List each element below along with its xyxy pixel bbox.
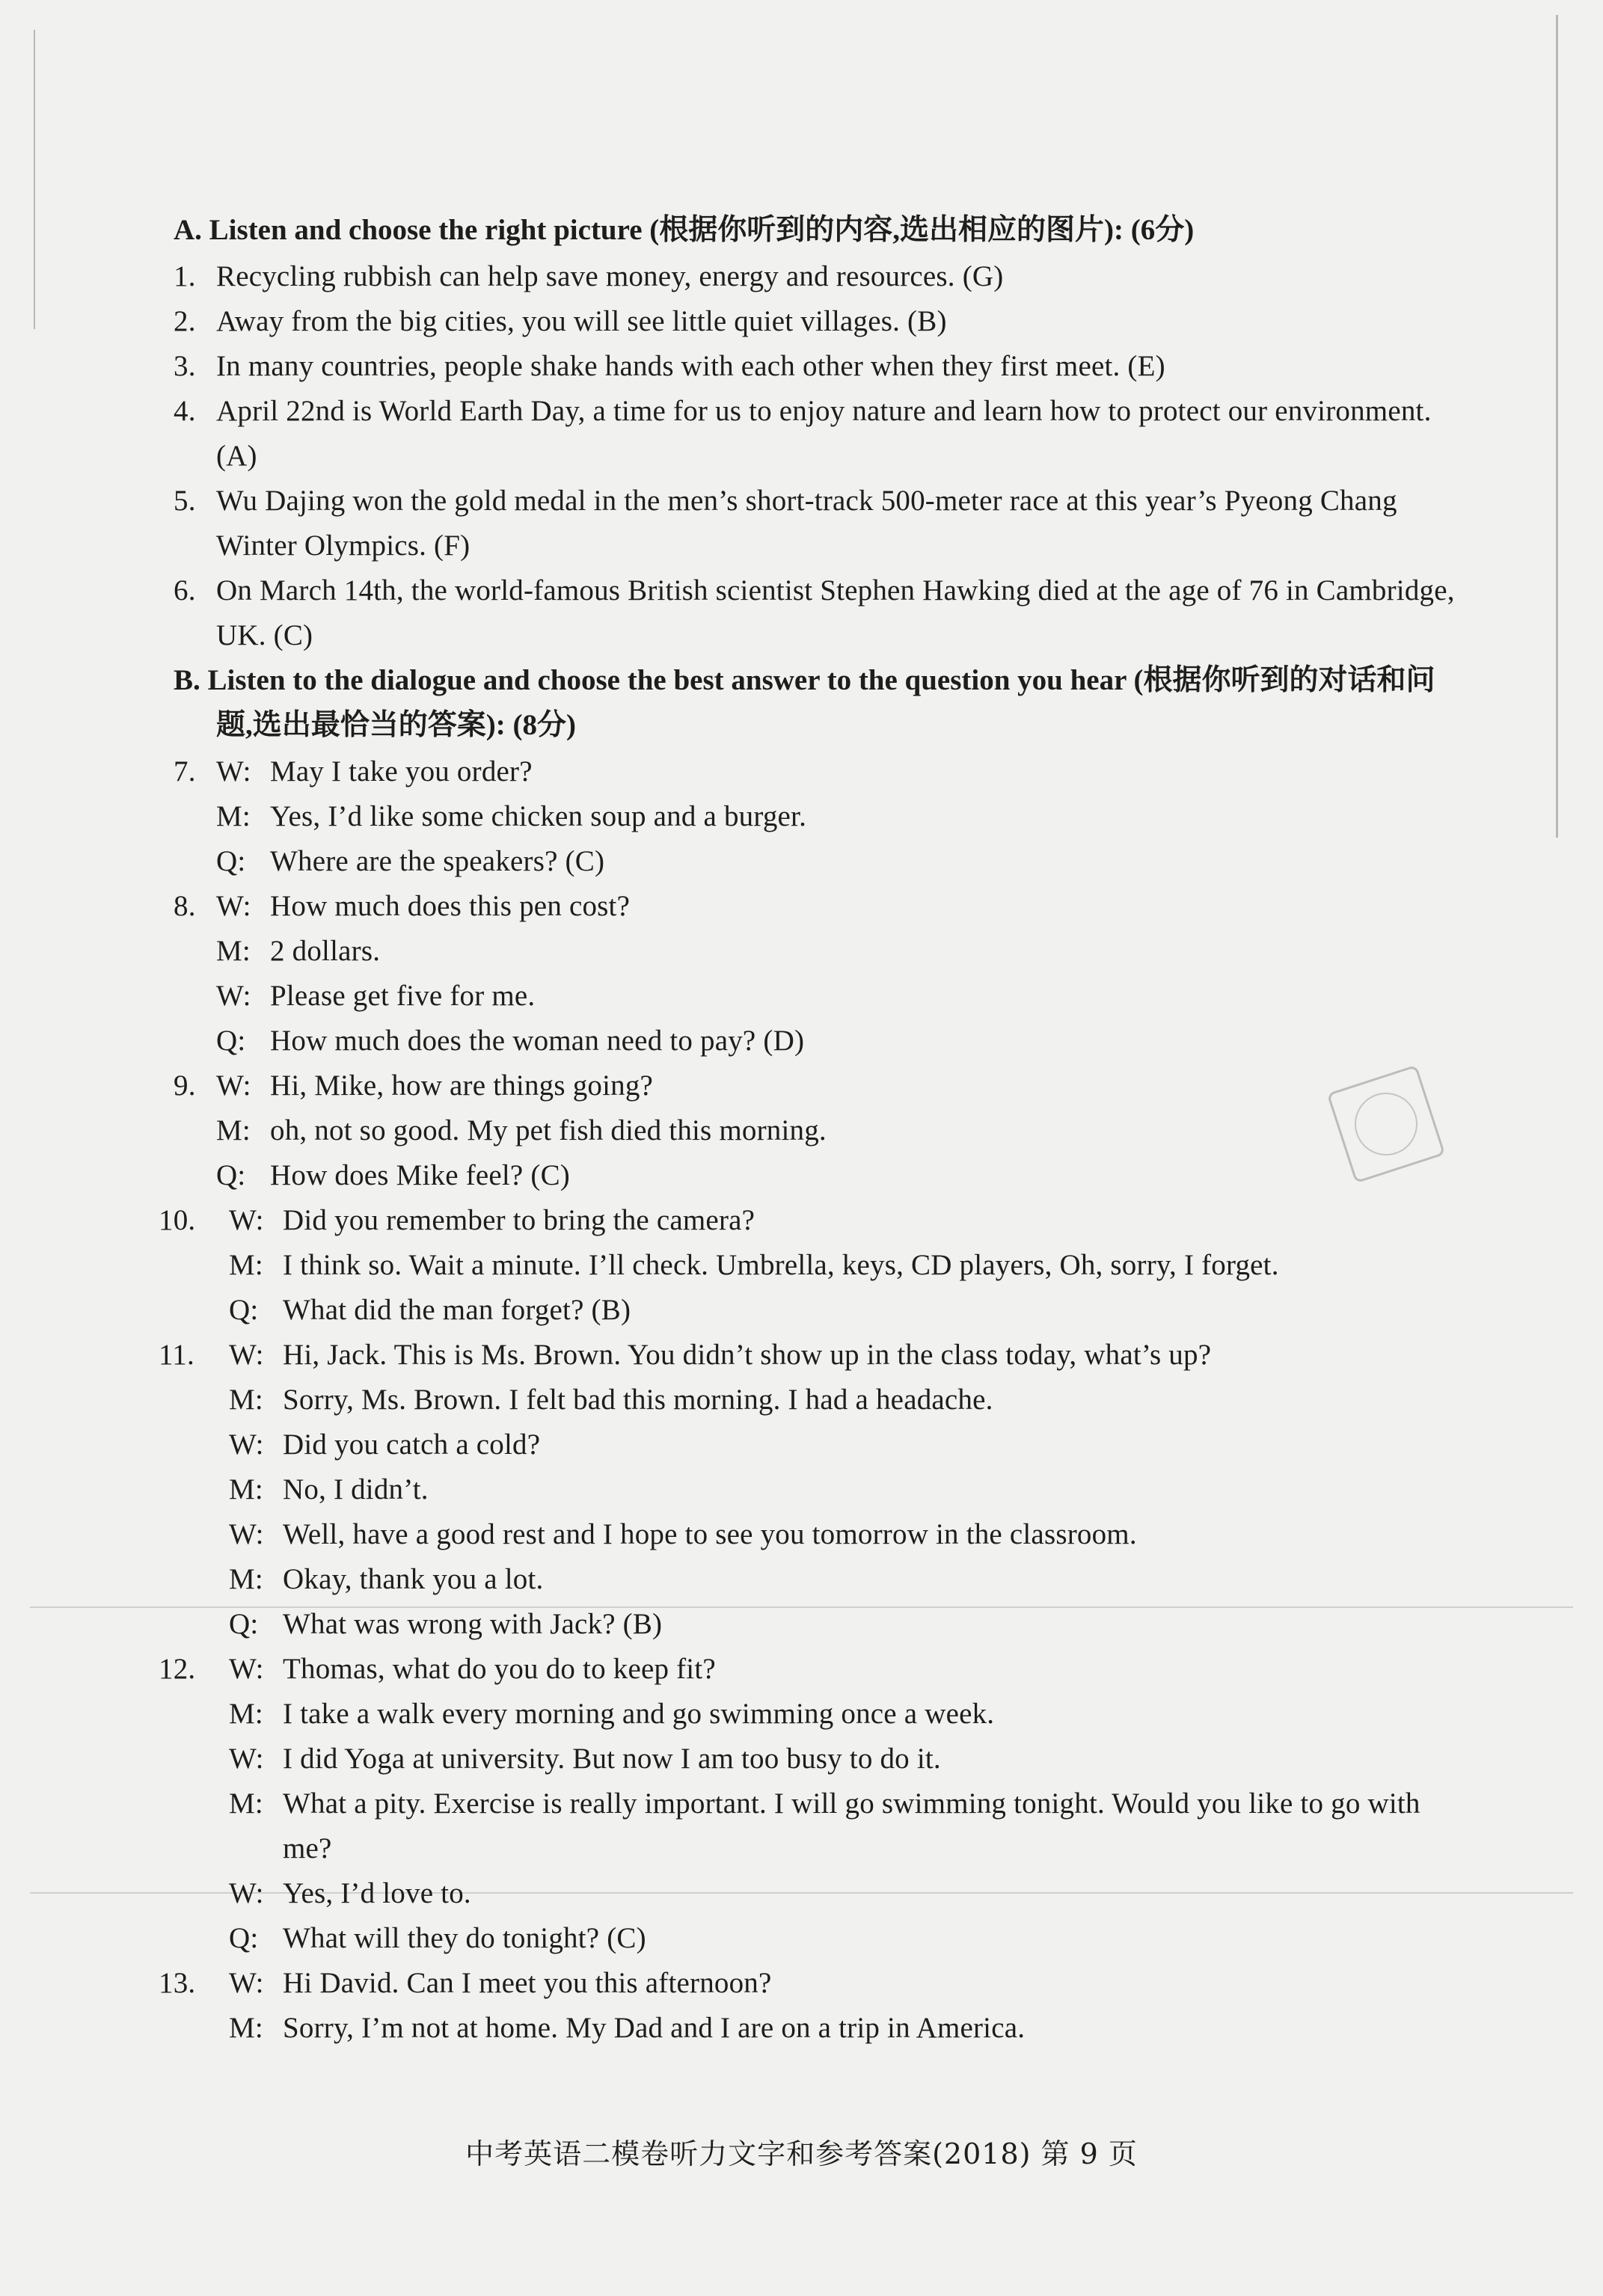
section-a-list [174, 254, 1460, 658]
list-item: 5. Wu Dajing won the gold medal in the men’s short-track 500-meter race at this year’s Pyeong Chang Winter Olympics. (F) [174, 485, 1397, 562]
dialogue-line: Q: What will they do tonight? (C) [229, 1922, 646, 1954]
dialogue-line: W: Yes, I’d love to. [229, 1877, 471, 1909]
dialogue-line: W: Please get five for me. [216, 980, 536, 1012]
dialogue-line: W: Well, have a good rest and I hope to see you tomorrow in the classroom. [229, 1518, 1137, 1550]
dialogue-line: W: Hi David. Can I meet you this afternoon? [229, 1967, 772, 1999]
dialogue-line: M: Yes, I’d like some chicken soup and a burger. [216, 800, 807, 832]
dialogue-line: Q: Where are the speakers? (C) [216, 845, 605, 877]
dialogue-line: M: No, I didn’t. [229, 1473, 429, 1505]
list-item: 2. Away from the big cities, you will see little quiet villages. (B) [174, 305, 947, 337]
section-a-heading: A. Listen and choose the right picture (根据你听到的内容,选出相应的图片): (6分) [174, 214, 1195, 246]
dialogue-line: W: Did you catch a cold? [229, 1428, 541, 1461]
dialogue-7: 7. W: May I take you order? M: Yes, I’d like some chicken soup and a burger. Q: Where are the speakers? (C) [174, 749, 1460, 884]
list-item: 1. Recycling rubbish can help save money, energy and resources. (G) [174, 260, 1004, 292]
dialogue-line: Q: What was wrong with Jack? (B) [229, 1608, 663, 1640]
list-item: 6. On March 14th, the world-famous British scientist Stephen Hawking died at the age of 76 in Cambridge, UK. (C) [174, 574, 1455, 651]
dialogue-line: Q: How does Mike feel? (C) [216, 1159, 570, 1191]
dialogue-line: M: Sorry, Ms. Brown. I felt bad this morning. I had a headache. [229, 1384, 993, 1416]
dialogue-10: 10. W: Did you remember to bring the camera? M: I think so. Wait a minute. I’ll check. Umbrella, keys, CD players, Oh, sorry, I forget. Q: What did the man forget? (B) [174, 1198, 1460, 1333]
dialogue-line: Q: How much does the woman need to pay? (D) [216, 1025, 805, 1057]
main-content [159, 208, 1460, 2051]
dialogue-line: M: I think so. Wait a minute. I’ll check. Umbrella, keys, CD players, Oh, sorry, I forget. [229, 1249, 1279, 1281]
dialogue-line: W: May I take you order? [216, 755, 533, 788]
dialogue-line: M: I take a walk every morning and go swimming once a week. [229, 1698, 995, 1730]
list-item: 4. April 22nd is World Earth Day, a time for us to enjoy nature and learn how to protect our environment. (A) [174, 395, 1432, 472]
dialogue-line: W: Thomas, what do you do to keep fit? [229, 1653, 716, 1685]
dialogue-line: W: Did you remember to bring the camera? [229, 1204, 755, 1236]
dialogue-line: M: What a pity. Exercise is really important. I will go swimming tonight. Would you like to go with me? [229, 1787, 1420, 1864]
dialogue-line: M: Okay, thank you a lot. [229, 1563, 544, 1595]
dialogue-line: M: 2 dollars. [216, 935, 381, 967]
dialogue-line: W: Hi, Jack. This is Ms. Brown. You didn’t show up in the class today, what’s up? [229, 1339, 1212, 1371]
list-item: 3. In many countries, people shake hands with each other when they first meet. (E) [174, 350, 1165, 382]
dialogue-12: 12. W: Thomas, what do you do to keep fit? M: I take a walk every morning and go swimming once a week. W: I did Yoga at university. But now I am too busy to do it. M: What a pity. Exercise is really important. I will go swimming tonight. Would you like to go with me? W: Yes, I’d love to. Q: What will they do tonight? (C) [174, 1647, 1460, 1961]
dialogue-line: W: Hi, Mike, how are things going? [216, 1069, 654, 1102]
dialogue-line: M: Sorry, I’m not at home. My Dad and I are on a trip in America. [229, 2012, 1026, 2044]
dialogue-9: 9. W: Hi, Mike, how are things going? M: oh, not so good. My pet fish died this morning. Q: How does Mike feel? (C) [174, 1063, 1460, 1198]
dialogue-line: W: How much does this pen cost? [216, 890, 631, 922]
dialogue-line: Q: What did the man forget? (B) [229, 1294, 631, 1326]
dialogue-line: M: oh, not so good. My pet fish died this morning. [216, 1114, 827, 1147]
dialogue-13: 13. W: Hi David. Can I meet you this afternoon? M: Sorry, I’m not at home. My Dad and I are on a trip in America. [174, 1961, 1460, 2051]
dialogue-8: 8. W: How much does this pen cost? M: 2 dollars. W: Please get five for me. Q: How much does the woman need to pay? (D) [174, 884, 1460, 1063]
dialogue-11: 11. W: Hi, Jack. This is Ms. Brown. You didn’t show up in the class today, what’s up? M: Sorry, Ms. Brown. I felt bad this morning. I had a headache. W: Did you catch a cold? M: No, I didn’t. W: Well, have a good rest and I hope to see you tomorrow in the classroom. M: Okay, thank you a lot. Q: What was wrong with Jack? (B) [174, 1333, 1460, 1647]
scan-edge-mark-left [34, 30, 35, 329]
dialogue-line: W: I did Yoga at university. But now I am too busy to do it. [229, 1743, 941, 1775]
page-footer: 中考英语二模卷听力文字和参考答案(2018) 第 9 页 [465, 2137, 1138, 2170]
scan-edge-mark [1556, 15, 1558, 838]
section-b-heading: B. Listen to the dialogue and choose the best answer to the question you hear (根据你听到的对话和问题,选出最恰当的答案): (8分) [174, 664, 1435, 741]
